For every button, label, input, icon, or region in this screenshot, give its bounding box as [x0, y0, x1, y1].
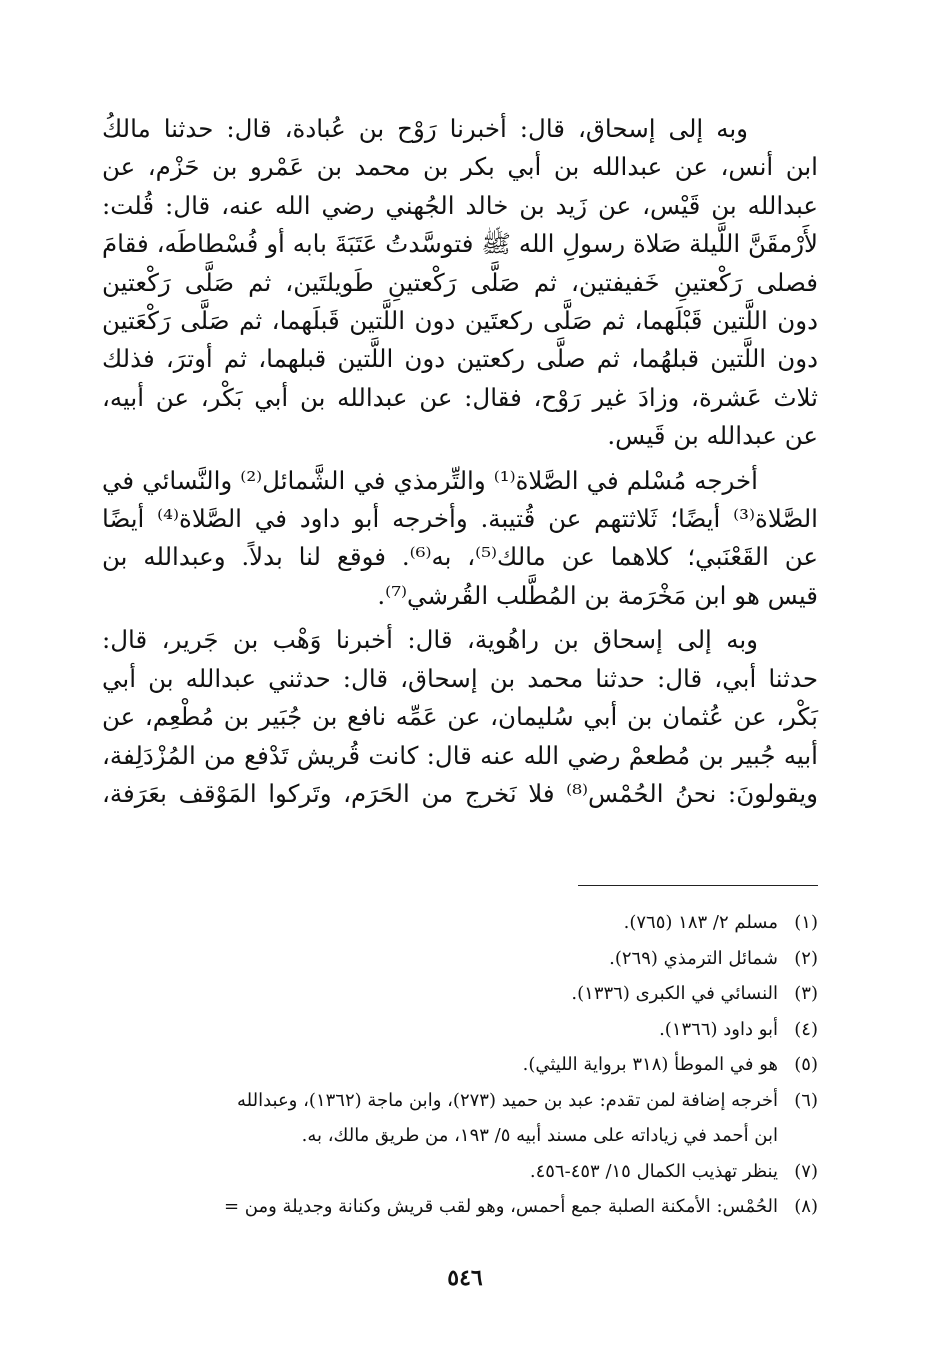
footnote-line: شمائل الترمذي (٢٦٩).: [609, 947, 778, 969]
text-line: عن القَعْنَبي؛ كلاهما عن مالك⁽⁵⁾، به⁽⁶⁾. فوقع لنا بدلاً. وعبدالله بن: [102, 542, 818, 572]
footnote-line: هو في الموطأ (٣١٨ برواية الليثي).: [522, 1054, 778, 1075]
text-line: وبه إلى إسحاق بن راهُوية، قال: أخبرنا وَهْب بن جَرير، قال:: [102, 625, 758, 655]
footnote-text: [100, 941, 778, 977]
footnote-line: ينظر تهذيب الكمال ١٥/ ٤٥٣-٤٥٦.: [529, 1160, 778, 1182]
text-line: ويقولونَ: نحنُ الحُمْس⁽⁸⁾ فلا نَخرج من الحَرَم، وتَركوا المَوْقف بعَرَفة،: [102, 778, 819, 808]
text-line: أبيه جُبير بن مُطعمْ رضي الله عنه قال: كانت قُريش تَدْفع من المُزْدَلِفة،: [102, 740, 818, 770]
paragraph-1: [102, 110, 818, 456]
footnote-number: (٨): [794, 1196, 818, 1217]
footnote-number: (١): [794, 912, 818, 933]
footnote-number: (٥): [794, 1054, 818, 1075]
text-line: عن عبدالله بن قَيس.: [607, 421, 818, 451]
text-line: بَكْر، عن عُثمان بن أبي سُليمان، عن عَمِّه نافع بن جُبَير بن مُطْعِم، عن: [102, 702, 819, 732]
text-line: قيس هو ابن مَخْرَمة بن المُطَّلب القُرشي⁽⁷⁾.: [377, 580, 818, 610]
footnote-number: (٦): [794, 1089, 818, 1111]
text-line: عبدالله بن قَيْس، عن زَيد بن خالد الجُهني رضي الله عنه، قال: قُلت:: [102, 190, 818, 220]
footnote-3: [100, 976, 818, 1012]
footnote-2: [100, 941, 818, 977]
main-text: [102, 110, 818, 813]
footnote-line: الحُمْس: الأمكنة الصلبة جمع أحمس، وهو لقب قريش وكنانة وجديلة ومن =: [223, 1196, 778, 1217]
text-line: دون اللَّتين قَبْلَهما، ثم صَلَّى ركعتَين دون اللَّتين قَبلَهما، ثم صَلَّى رَكْعَتين: [102, 306, 818, 336]
footnotes: [100, 905, 818, 1225]
text-line: ثلاث عَشرة، وزادَ غير رَوْح، فقال: عن عبدالله بن أبي بَكْر، عن أبيه،: [102, 382, 818, 412]
footnote-line: ابن أحمد في زياداته على مسند أبيه ٥/ ١٩٣، من طريق مالك، به.: [301, 1125, 778, 1146]
footnote-number: (٧): [794, 1160, 818, 1182]
paragraph-2: [102, 462, 818, 616]
footnote-7: [100, 1154, 818, 1190]
paragraph-3: [102, 621, 818, 813]
footnote-text: [100, 1189, 778, 1225]
footnote-line: مسلم ٢/ ١٨٣ (٧٦٥).: [623, 912, 778, 933]
footnote-text: [100, 905, 778, 941]
footnote-line: النسائي في الكبرى (١٣٣٦).: [571, 983, 778, 1004]
footnote-number: (٢): [794, 947, 818, 969]
text-line: دون اللَّتين قبلهُما، ثم صلَّى ركعتين دون اللَّتين قبلهما، ثم أوترَ، فذلك: [102, 344, 818, 374]
footnote-number: (٤): [794, 1018, 818, 1040]
page-number: ٥٤٦: [447, 1265, 483, 1291]
footnote-6: [100, 1083, 818, 1154]
footnote-number: (٣): [794, 983, 818, 1004]
text-line: أخرجه مُسْلم في الصَّلاة⁽¹⁾ والتِّرمذي في الشَّمائل⁽²⁾ والنَّسائي في: [102, 465, 758, 495]
footnote-text: [100, 1154, 778, 1190]
text-line: حدثنا أبي، قال: حدثنا محمد بن إسحاق، قال: حدثني عبدالله بن أبي: [102, 663, 818, 693]
footnote-text: [100, 1012, 778, 1048]
text-line: فصلى رَكْعتينِ خَفيفتين، ثم صَلَّى رَكْعتينِ طَويلتَين، ثم صَلَّى رَكْعتين: [102, 267, 818, 297]
text-line: وبه إلى إسحاق، قال: أخبرنا رَوْح بن عُبادة، قال: حدثنا مالكُ: [102, 114, 748, 143]
text-line: ابن أنس، عن عبدالله بن أبي بكر بن محمد بن عَمْرو بن حَزْم، عن: [102, 152, 818, 182]
footnote-1: [100, 905, 818, 941]
footnote-8: [100, 1189, 818, 1225]
footnote-text: [100, 1083, 778, 1154]
footnote-4: [100, 1012, 818, 1048]
footnote-text: [100, 1047, 778, 1083]
footnote-line: أبو داود (١٣٦٦).: [659, 1018, 778, 1040]
text-line: الصَّلاة⁽³⁾ أيضًا؛ ثَلاثتهم عن قُتيبة. وأخرجه أبو داود في الصَّلاة⁽⁴⁾ أيضًا: [102, 504, 818, 534]
footnote-5: [100, 1047, 818, 1083]
footnote-line: أخرجه إضافة لمن تقدم: عبد بن حميد (٢٧٣)، وابن ماجة (١٣٦٢)، وعبدالله: [236, 1089, 778, 1111]
footnote-separator: [578, 885, 818, 886]
text-line: لأَرْمقَنَّ اللَّيلة صَلاة رسولِ الله ﷺ فتوسَّدتُ عَتَبَةَ بابه أو فُسْطاطَه، فقامَ: [102, 229, 818, 259]
footnote-text: [100, 976, 778, 1012]
